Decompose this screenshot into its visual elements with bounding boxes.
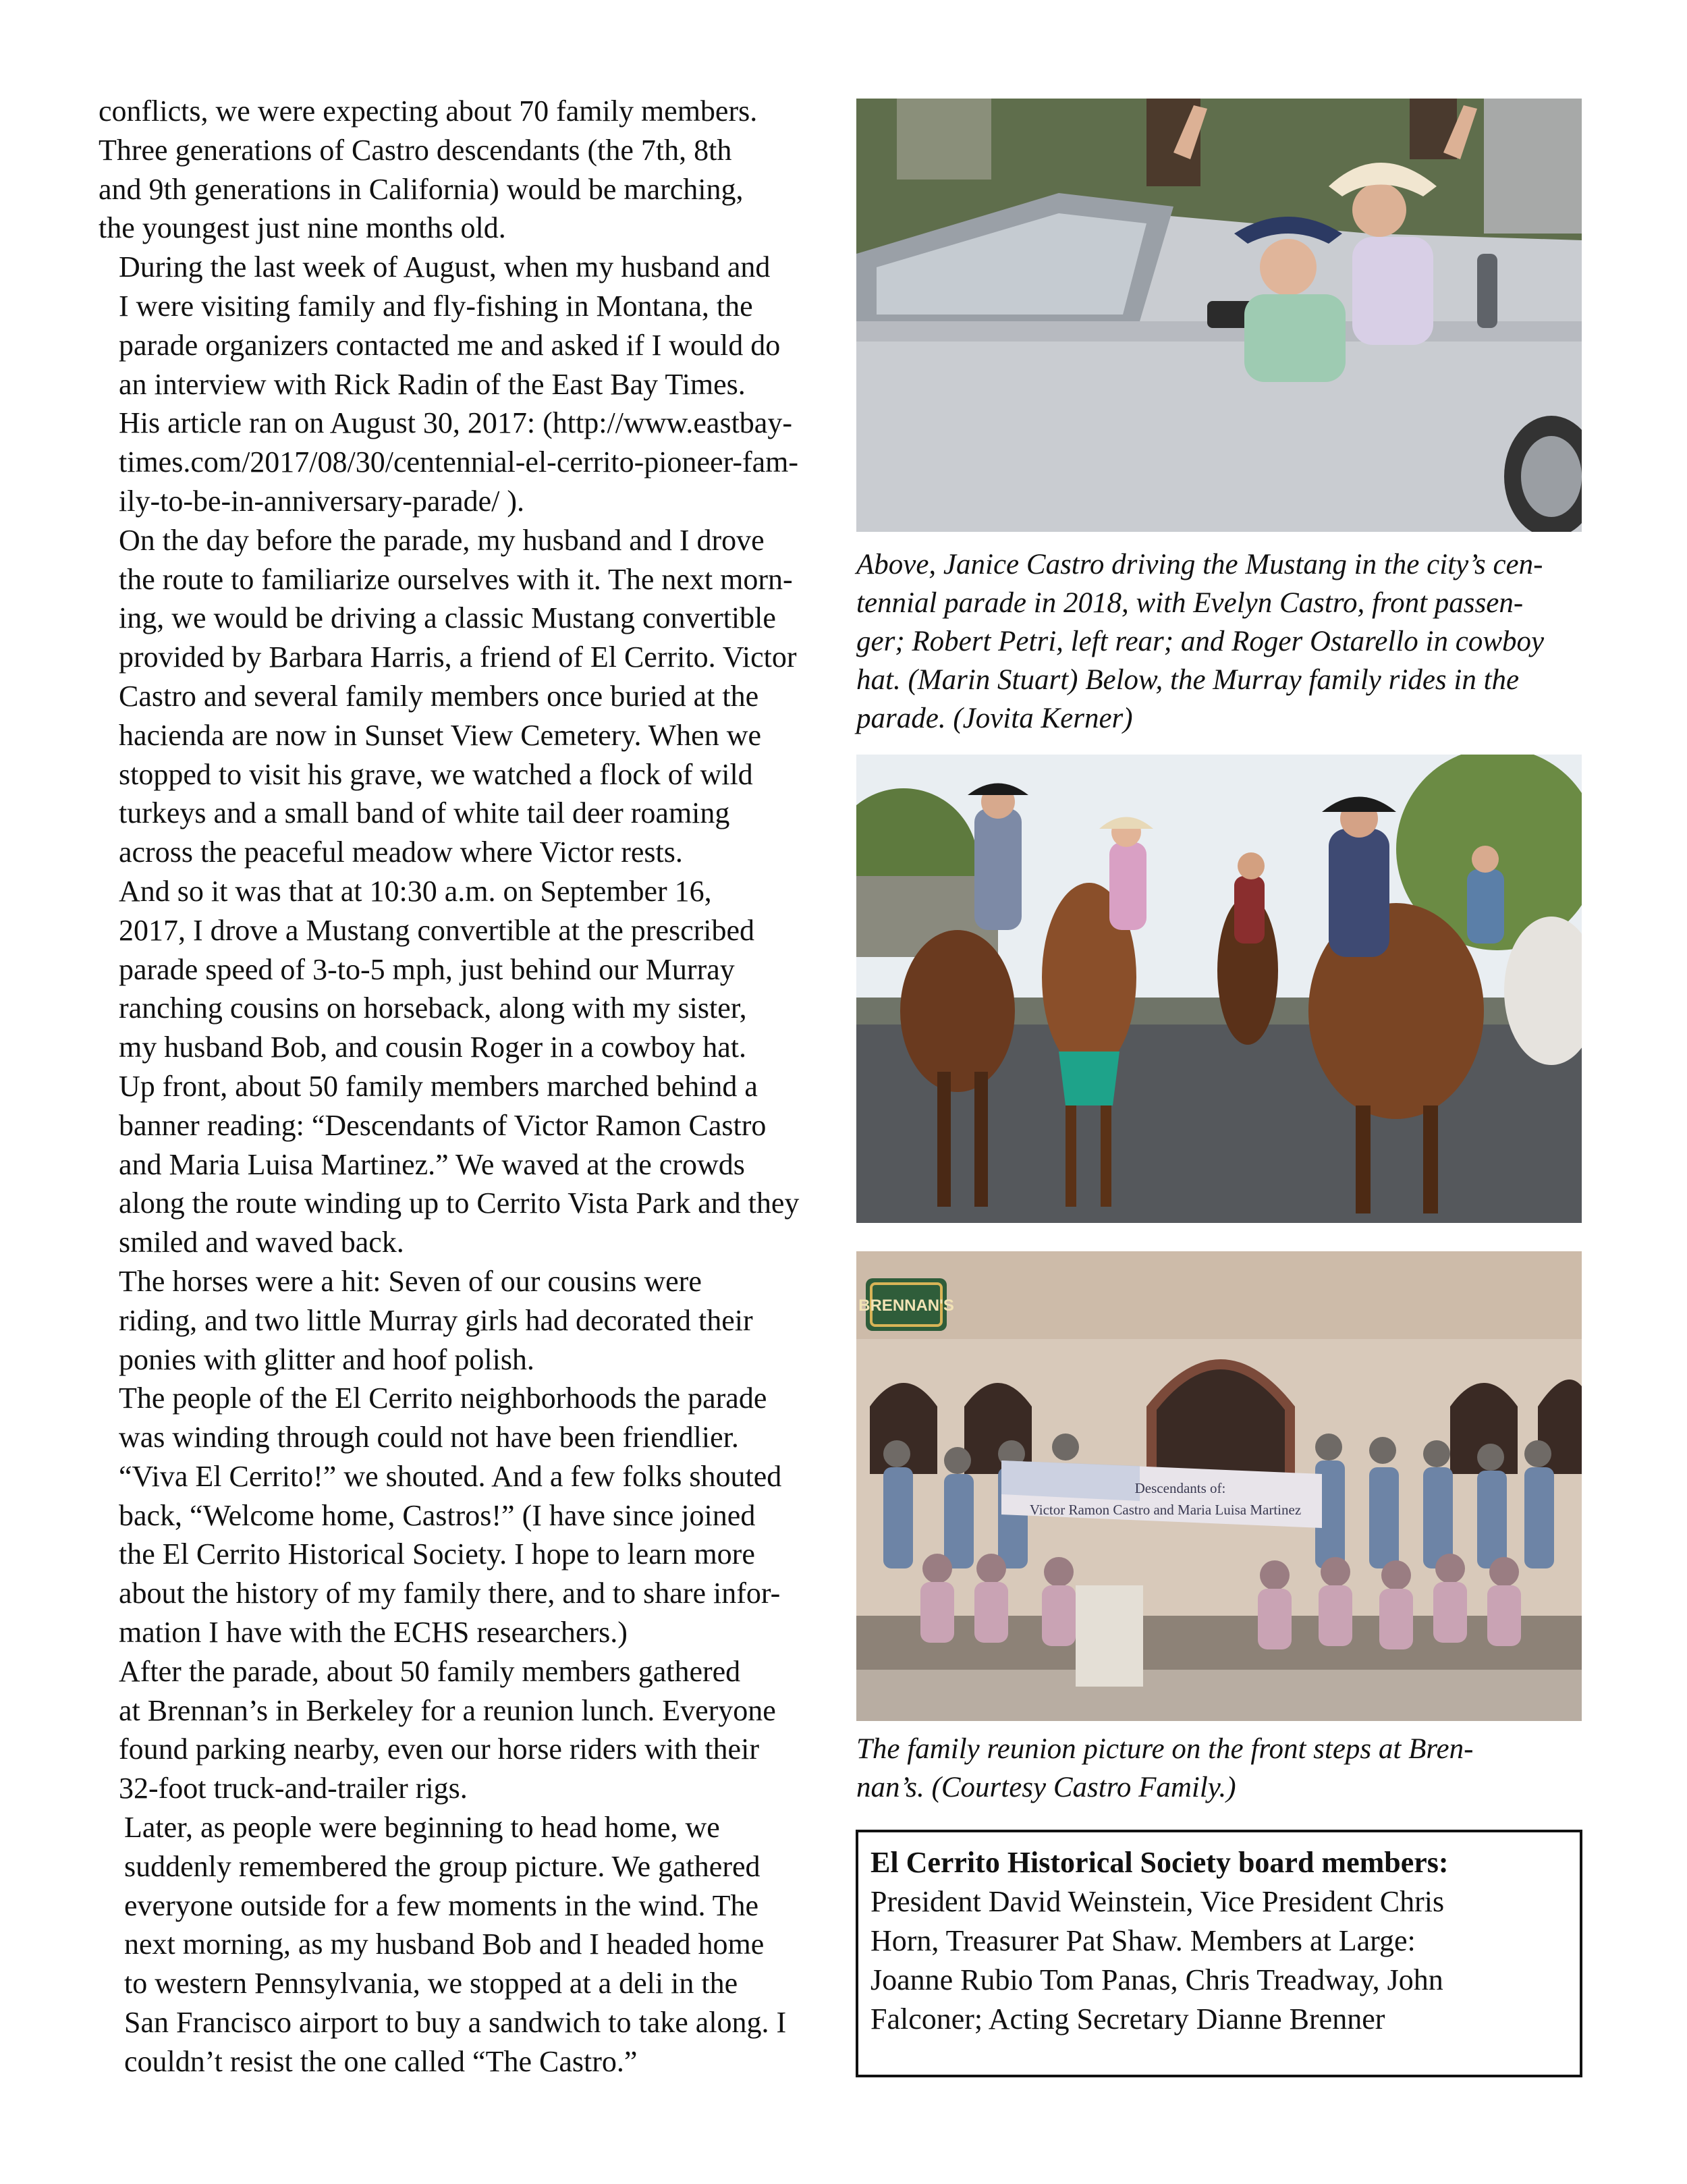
article-line: And so it was that at 10:30 a.m. on September 16, — [119, 874, 712, 908]
article-line: conflicts, we were expecting about 70 family members. — [99, 94, 758, 128]
banner-text-line1: Descendants of: — [1134, 1480, 1226, 1496]
article-line: times.com/2017/08/30/centennial-el-cerrito-pioneer-fam- — [119, 445, 799, 479]
article-line: riding, and two little Murray girls had decorated their — [119, 1303, 753, 1337]
article-line: I were visiting family and fly-fishing in Montana, the — [119, 289, 753, 323]
article-line: back, “Welcome home, Castros!” (I have since joined — [119, 1498, 756, 1532]
article-line: mation I have with the ECHS researchers.) — [119, 1616, 628, 1649]
article-line: provided by Barbara Harris, a friend of El Cerrito. Victor — [119, 640, 797, 674]
photo-caption-top — [856, 545, 1592, 738]
article-line: to western Pennsylvania, we stopped at a deli in the — [124, 1967, 738, 2000]
article-line: San Francisco airport to buy a sandwich to take along. I — [124, 2006, 787, 2040]
board-members-title: El Cerrito Historical Society board members: — [870, 1846, 1449, 1879]
reunion-group-photo — [856, 1251, 1582, 1721]
article-line: After the parade, about 50 family members gathered — [119, 1654, 741, 1688]
article-line: Three generations of Castro descendants (the 7th, 8th — [99, 133, 732, 167]
article-line: smiled and waved back. — [119, 1226, 404, 1259]
photo-caption-bottom — [856, 1730, 1592, 1807]
article-line: 2017, I drove a Mustang convertible at the prescribed — [119, 913, 755, 947]
article-line: During the last week of August, when my husband and — [119, 250, 771, 284]
article-line: ing, we would be driving a classic Mustang convertible — [119, 601, 776, 635]
caption-line: ger; Robert Petri, left rear; and Roger Ostarello in cowboy — [856, 626, 1545, 657]
article-line: ily-to-be-in-anniversary-parade/ ). — [119, 484, 525, 518]
article-line: found parking nearby, even our horse riders with their — [119, 1732, 759, 1766]
article-paragraph — [99, 92, 831, 248]
article-line: stopped to visit his grave, we watched a flock of wild — [119, 757, 753, 791]
article-line: Later, as people were beginning to head home, we — [124, 1811, 720, 1845]
article-line: The horses were a hit: Seven of our cousins were — [119, 1264, 702, 1298]
article-line: an interview with Rick Radin of the East Bay Times. — [119, 367, 746, 401]
article-line: about the history of my family there, and to share infor- — [119, 1577, 781, 1610]
board-member-line: Falconer; Acting Secretary Dianne Brenner — [870, 2002, 1385, 2036]
restaurant-sign-text: BRENNAN'S — [858, 1296, 954, 1315]
article-line: ponies with glitter and hoof polish. — [119, 1342, 534, 1376]
article-line: and Maria Luisa Martinez.” We waved at the crowds — [119, 1147, 745, 1181]
article-line: ranching cousins on horseback, along with my sister, — [119, 991, 747, 1025]
article-line: the youngest just nine months old. — [99, 211, 506, 245]
article-paragraph — [99, 1652, 831, 1808]
article-line: the route to familiarize ourselves with it. The next morn- — [119, 562, 793, 596]
caption-line: parade. (Jovita Kerner) — [856, 703, 1133, 734]
article-line: His article ran on August 30, 2017: (http://www.eastbay- — [119, 406, 792, 440]
article-line: parade speed of 3-to-5 mph, just behind our Murray — [119, 952, 735, 986]
article-line: and 9th generations in California) would be marching, — [99, 172, 744, 206]
article-paragraph — [99, 1379, 831, 1652]
caption-line: tennial parade in 2018, with Evelyn Castro, front passen- — [856, 587, 1524, 619]
article-line: turkeys and a small band of white tail deer roaming — [119, 796, 730, 830]
article-line: suddenly remembered the group picture. We gathered — [124, 1849, 760, 1883]
article-line: my husband Bob, and cousin Roger in a cowboy hat. — [119, 1031, 746, 1064]
caption-line: nan’s. (Courtesy Castro Family.) — [856, 1772, 1236, 1803]
article-line: everyone outside for a few moments in the wind. The — [124, 1888, 759, 1922]
caption-line: hat. (Marin Stuart) Below, the Murray family rides in the — [856, 664, 1520, 696]
article-line: The people of the El Cerrito neighborhoods the parade — [119, 1382, 767, 1415]
parade-car-photo — [856, 99, 1582, 532]
article-line: banner reading: “Descendants of Victor Ramon Castro — [119, 1108, 767, 1142]
article-line: along the route winding up to Cerrito Vista Park and they — [119, 1186, 800, 1220]
board-member-line: Horn, Treasurer Pat Shaw. Members at Large: — [870, 1924, 1416, 1957]
board-members-box — [856, 1830, 1582, 2077]
article-line: 32-foot truck-and-trailer rigs. — [119, 1772, 468, 1805]
article-line: hacienda are now in Sunset View Cemetery. When we — [119, 718, 762, 752]
banner-text-line2: Victor Ramon Castro and Maria Luisa Martinez — [1029, 1502, 1302, 1518]
article-paragraph — [99, 872, 831, 1262]
article-line: the El Cerrito Historical Society. I hope to learn more — [119, 1537, 755, 1571]
caption-line: Above, Janice Castro driving the Mustang in the city’s cen- — [856, 549, 1543, 580]
article-line: parade organizers contacted me and asked if I would do — [119, 328, 781, 362]
board-members-list — [870, 1882, 1568, 2039]
article-body — [99, 92, 831, 2081]
article-line: On the day before the parade, my husband and I drove — [119, 523, 765, 557]
article-paragraph — [99, 521, 831, 872]
article-line: across the peaceful meadow where Victor rests. — [119, 836, 683, 869]
board-member-line: Joanne Rubio Tom Panas, Chris Treadway, John — [870, 1963, 1443, 1996]
article-line: Castro and several family members once buried at the — [119, 679, 759, 713]
caption-line: The family reunion picture on the front steps at Bren- — [856, 1733, 1474, 1765]
horse-riders-photo — [856, 755, 1582, 1223]
article-line: next morning, as my husband Bob and I headed home — [124, 1928, 765, 1961]
article-line: Up front, about 50 family members marched behind a — [119, 1069, 758, 1103]
board-member-line: President David Weinstein, Vice President Chris — [870, 1885, 1445, 1918]
article-paragraph — [99, 1262, 831, 1379]
article-line: at Brennan’s in Berkeley for a reunion lunch. Everyone — [119, 1693, 776, 1727]
article-line: couldn’t resist the one called “The Castro.” — [124, 2044, 638, 2078]
article-line: was winding through could not have been friendlier. — [119, 1421, 739, 1454]
article-line: “Viva El Cerrito!” we shouted. And a few folks shouted — [119, 1459, 782, 1493]
article-paragraph — [99, 248, 831, 521]
article-paragraph — [99, 1808, 831, 2081]
